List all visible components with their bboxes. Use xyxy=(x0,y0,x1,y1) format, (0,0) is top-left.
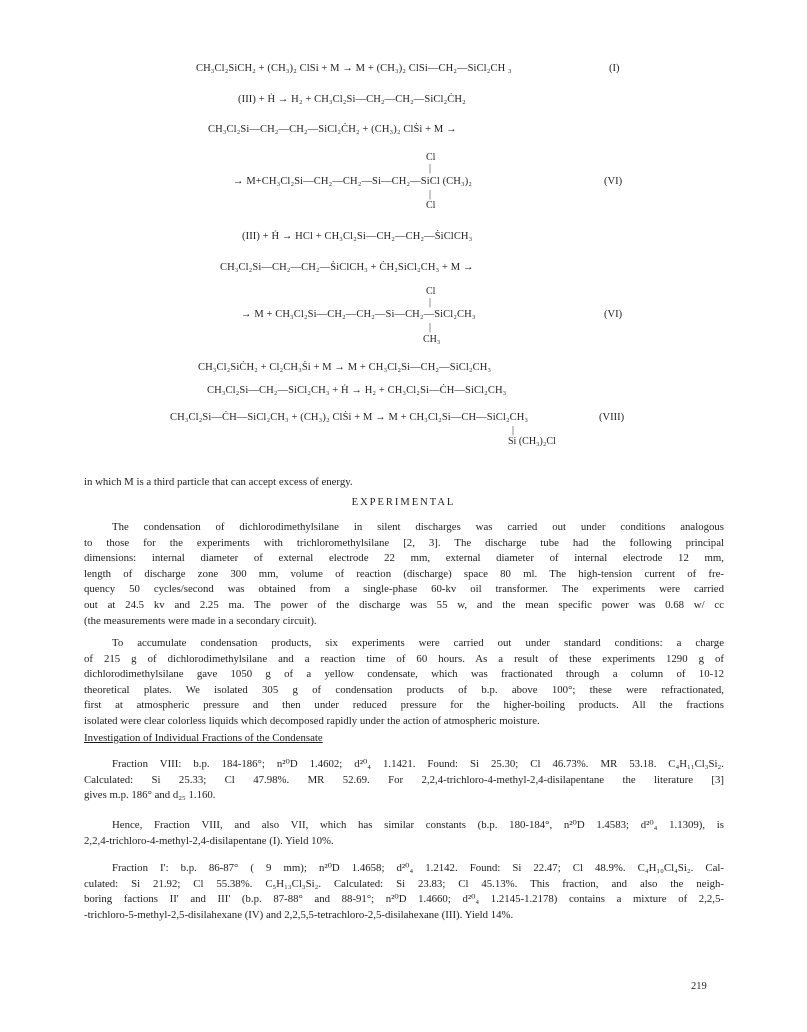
text-line: gives m.p. 186° and d₂₅ 1.160. xyxy=(84,789,216,802)
text-line: Hence, Fraction VIII, and also VII, which has similar constants (b.p. 180-184°, n²⁰D 1.4583; d²⁰₄ 1.1309), is xyxy=(112,819,724,831)
paragraph-discharge-conditions xyxy=(84,520,724,629)
equation-7-methyl-bottom: CH₃ xyxy=(423,334,441,345)
equation-7-label: (VI) xyxy=(604,309,623,320)
text-line: Calculated: Si 25.33; Cl 47.98%. MR 52.69. For 2,2,4-trichloro-4-methyl-2,4-disilapentane the literature [3] xyxy=(84,773,724,786)
text-line: first at atmospheric pressure and then under reduced pressure for the higher-boiling products. All the fractions xyxy=(84,699,724,712)
section-subheading: Investigation of Individual Fractions of the Condensate xyxy=(84,732,323,744)
equation-7-bond-bottom: | xyxy=(429,322,432,333)
equation-4-bond-bottom: | xyxy=(429,189,432,200)
text-line: isolated were clear colorless liquids which decomposed rapidly under the action of atmospheric moisture. xyxy=(84,714,540,727)
paragraph-fraction-i xyxy=(84,861,724,923)
equation-2: (III) + Ḣ → H₂ + CH₃Cl₂Si—CH₂—CH₂—SiCl₂ĊH₂ xyxy=(238,94,466,105)
equation-4-chlorine-top: Cl xyxy=(426,152,436,163)
text-line: The condensation of dichlorodimethylsilane in silent discharges was carried out under conditions analogous xyxy=(112,521,724,533)
equation-10-bond: | xyxy=(512,425,515,436)
equation-1: CH₃Cl₂SiCH₂ + (CH₃)₂ ClSi + M → M + (CH₃)₂ ClSi—CH₂—SiCl₂CH ₃ xyxy=(196,63,512,74)
text-line: to those for the experiments with trichloromethylsilane [2, 3]. The discharge tube had the following principal xyxy=(84,536,724,549)
equation-10: CH₃Cl₂Si—ĊH—SiCl₂CH₃ + (CH₃)₂ ClṠi + M → M + CH₃Cl₂Si—CH—SiCl₂CH₃ xyxy=(170,412,529,423)
text-line: out at 24.5 kv and 2.25 ma. The power of the discharge was 55 w, and the mean specific power was 0.68 w/ cc xyxy=(84,598,724,611)
text-line: -trichloro-5-methyl-2,5-disilahexane (IV) and 2,2,5,5-tetrachloro-2,5-disilahexane (III). Yield 14%. xyxy=(84,908,514,921)
text-line: dichlorodimethylsilane gave 1050 g of a yellow condensate, which was fractionated through a column of 10-12 xyxy=(84,668,724,681)
equation-10-label: (VIII) xyxy=(599,412,625,423)
equation-8: CH₃Cl₂SiĊH₂ + Cl₂CH₃Ṡi + M → M + CH₃Cl₂Si—CH₂—SiCl₂CH₃ xyxy=(198,362,492,373)
equation-6: CH₃Cl₂Si—CH₂—CH₂—ṠiClCH₃ + ĊH₂SiCl₂CH₃ + M → xyxy=(220,262,474,273)
equation-7: → M + CH₃Cl₂Si—CH₂—CH₂—Si—CH₂—SiCl₂CH₃ xyxy=(241,309,476,320)
equation-7-bond-top: | xyxy=(429,297,432,308)
equation-4-label: (VI) xyxy=(604,176,623,187)
text-line: Fraction I': b.p. 86-87° ( 9 mm); n²⁰D 1.4658; d²⁰₄ 1.2142. Found: Si 22.47; Cl 48.9%. C₄H₁₀Cl₄Si₂. Cal- xyxy=(112,862,724,874)
paragraph-condensation-products xyxy=(84,636,724,730)
in-which-sentence: in which M is a third particle that can accept excess of energy. xyxy=(84,476,353,488)
text-line: boring factions II' and III' (b.p. 87-88° and 88-91°; n²⁰D 1.4660; d²⁰₄ 1.2145-1.2178) contains a mixture of 2,2,5- xyxy=(84,893,724,906)
page-number: 219 xyxy=(691,981,707,992)
equation-4: → M+CH₃Cl₂Si—CH₂—CH₂—Si—CH₂—SiCl (CH₃)₂ xyxy=(233,176,473,187)
equation-9: CH₃Cl₂Si—CH₂—SiCl₂CH₃ + Ḣ → H₂ + CH₃Cl₂Si—ĊH—SiCl₂CH₃ xyxy=(207,385,507,396)
equation-5: (III) + Ḣ → HCl + CH₃Cl₂Si—CH₂—CH₂—ṠiClCH₃ xyxy=(242,231,473,242)
paragraph-hence xyxy=(84,818,724,849)
text-line: culated: Si 21.92; Cl 55.38%. C₅H₁₃Cl₃Si₂. Calculated: Si 23.83; Cl 45.13%. This fraction, and also the neigh- xyxy=(84,877,724,890)
experimental-heading: EXPERIMENTAL xyxy=(351,497,456,508)
text-line: dimensions: internal diameter of external electrode 22 mm, external diameter of internal electrode 12 mm, xyxy=(84,552,724,565)
text-line: theoretical plates. We isolated 305 g of condensation products of b.p. above 100°; these were refractionated, xyxy=(84,683,724,696)
text-line: 2,2,4-trichloro-4-methyl-2,4-disilapentane (I). Yield 10%. xyxy=(84,834,334,847)
text-line: Fraction VIII: b.p. 184-186°; n²⁰D 1.4602; d²⁰₄ 1.1421. Found: Si 25.30; Cl 46.73%. MR 53.18. C₄H₁₁Cl₃Si₂. xyxy=(112,758,724,770)
text-line: quency 50 cycles/second was obtained from a single-phase 60-kv oil transformer. The experiments were carried xyxy=(84,583,724,596)
equation-7-chlorine-top: Cl xyxy=(426,286,436,297)
equation-3: CH₃Cl₂Si—CH₂—CH₂—SiCl₂ĊH₂ + (CH₃)₂ ClṠi + M → xyxy=(208,124,457,135)
text-line: To accumulate condensation products, six experiments were carried out under standard conditions: a charge xyxy=(112,637,724,649)
text-line: of 215 g of dichlorodimethylsilane and a reaction time of 60 hours. As a result of these experiments 1290 g of xyxy=(84,652,724,665)
text-line: length of discharge zone 300 mm, volume of reaction (discharge) space 80 ml. The high-tension current of fre- xyxy=(84,567,724,580)
paragraph-fraction-viii xyxy=(84,757,724,804)
equation-4-bond-top: | xyxy=(429,163,432,174)
equation-10-substituent: Si (CH₃)₂Cl xyxy=(508,436,556,447)
equation-1-label: (I) xyxy=(609,63,620,74)
text-line: (the measurements were made in a secondary circuit). xyxy=(84,614,317,627)
equation-4-chlorine-bottom: Cl xyxy=(426,200,436,211)
